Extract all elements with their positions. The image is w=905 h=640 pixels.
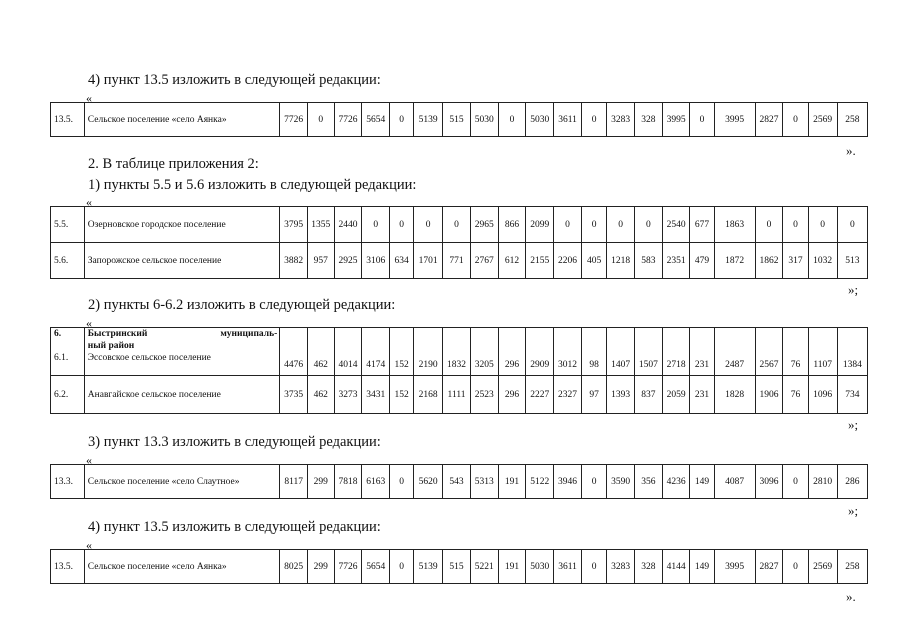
value-cell: 1906 [755, 376, 783, 414]
value-cell: 7726 [334, 103, 362, 137]
value-cell: 8117 [280, 465, 308, 499]
value-cell: 3273 [334, 376, 362, 414]
value-cell: 2487 [714, 328, 755, 376]
value-cell: 1393 [607, 376, 635, 414]
value-cell: 3096 [755, 465, 783, 499]
value-cell: 0 [690, 103, 714, 137]
settlement-name: Запорожское сельское поселение [84, 243, 280, 279]
value-cell: 2168 [414, 376, 443, 414]
open-quote: « [86, 195, 92, 209]
value-cell: 2523 [470, 376, 498, 414]
row-number: 13.5. [51, 103, 85, 137]
value-cell: 0 [390, 550, 414, 584]
instruction-13-5-second: 4) пункт 13.5 изложить в следующей редакции: [88, 519, 381, 535]
value-cell: 5030 [470, 103, 498, 137]
table-row [51, 376, 868, 414]
table-row [51, 243, 868, 279]
value-cell: 3431 [362, 376, 390, 414]
value-cell: 0 [554, 207, 582, 243]
value-cell: 3205 [470, 328, 498, 376]
value-cell: 2099 [526, 207, 554, 243]
district-name: Быстринский [87, 329, 148, 339]
value-cell: 258 [837, 103, 867, 137]
value-cell: 5122 [526, 465, 554, 499]
heading-appendix-2: 2. В таблице приложения 2: [88, 156, 259, 172]
close-quote: ». [846, 589, 856, 604]
value-cell: 4014 [334, 328, 362, 376]
value-cell: 98 [581, 328, 606, 376]
value-cell: 0 [414, 207, 443, 243]
value-cell: 191 [498, 465, 526, 499]
value-cell: 2569 [808, 103, 837, 137]
value-cell: 2327 [554, 376, 582, 414]
table-13-5-second [50, 549, 868, 584]
value-cell: 152 [390, 328, 414, 376]
value-cell: 1872 [714, 243, 755, 279]
value-cell: 0 [581, 207, 606, 243]
value-cell: 612 [498, 243, 526, 279]
row-number: 5.6. [51, 243, 85, 279]
value-cell: 5620 [414, 465, 443, 499]
row-number: 5.5. [51, 207, 85, 243]
value-cell: 2155 [526, 243, 554, 279]
value-cell: 2540 [662, 207, 690, 243]
value-cell: 4236 [662, 465, 690, 499]
value-cell: 3735 [280, 376, 308, 414]
value-cell: 515 [443, 550, 471, 584]
value-cell: 1407 [607, 328, 635, 376]
value-cell: 76 [783, 376, 808, 414]
value-cell: 2351 [662, 243, 690, 279]
value-cell: 0 [783, 465, 808, 499]
value-cell: 2227 [526, 376, 554, 414]
table-5-5-5-6 [50, 206, 868, 279]
value-cell: 0 [390, 207, 414, 243]
value-cell: 1862 [755, 243, 783, 279]
value-cell: 1863 [714, 207, 755, 243]
value-cell: 299 [308, 550, 335, 584]
value-cell: 513 [837, 243, 867, 279]
value-cell: 0 [390, 465, 414, 499]
table-13-3 [50, 464, 868, 499]
table-row [51, 328, 868, 376]
row-number [51, 328, 85, 376]
value-cell: 3611 [554, 103, 582, 137]
value-cell: 3882 [280, 243, 308, 279]
value-cell: 258 [837, 550, 867, 584]
value-cell: 0 [783, 103, 808, 137]
instruction-6-6-2: 2) пункты 6-6.2 изложить в следующей редакции: [88, 297, 396, 313]
value-cell: 462 [308, 376, 335, 414]
value-cell: 3995 [714, 103, 755, 137]
value-cell: 0 [581, 550, 606, 584]
value-cell: 1355 [308, 207, 335, 243]
value-cell: 2440 [334, 207, 362, 243]
value-cell: 3946 [554, 465, 582, 499]
open-quote: « [86, 91, 92, 105]
value-cell: 734 [837, 376, 867, 414]
value-cell: 3995 [714, 550, 755, 584]
value-cell: 1828 [714, 376, 755, 414]
settlement-name: Сельское поселение «село Слаутное» [84, 465, 280, 499]
value-cell: 0 [362, 207, 390, 243]
value-cell: 5654 [362, 550, 390, 584]
open-quote: « [86, 453, 92, 467]
settlement-name [84, 328, 280, 376]
value-cell: 2767 [470, 243, 498, 279]
value-cell: 4087 [714, 465, 755, 499]
value-cell: 231 [690, 328, 714, 376]
value-cell: 1384 [837, 328, 867, 376]
value-cell: 0 [755, 207, 783, 243]
value-cell: 231 [690, 376, 714, 414]
value-cell: 152 [390, 376, 414, 414]
value-cell: 2909 [526, 328, 554, 376]
open-quote: « [86, 538, 92, 552]
district-name-line2: ный район [87, 341, 135, 351]
table-13-5-first [50, 102, 868, 137]
value-cell: 8025 [280, 550, 308, 584]
district-number: 6. [54, 329, 62, 339]
table-row [51, 465, 868, 499]
value-cell: 1218 [607, 243, 635, 279]
value-cell: 5313 [470, 465, 498, 499]
close-quote: ». [846, 143, 856, 158]
value-cell: 771 [443, 243, 471, 279]
open-quote: « [86, 316, 92, 330]
row-number-6-1: 6.1. [54, 353, 69, 363]
value-cell: 149 [690, 550, 714, 584]
value-cell: 2718 [662, 328, 690, 376]
value-cell: 3590 [607, 465, 635, 499]
value-cell: 328 [634, 103, 662, 137]
value-cell: 0 [308, 103, 335, 137]
value-cell: 7726 [334, 550, 362, 584]
value-cell: 2827 [755, 550, 783, 584]
value-cell: 3611 [554, 550, 582, 584]
value-cell: 0 [581, 103, 606, 137]
value-cell: 515 [443, 103, 471, 137]
value-cell: 4174 [362, 328, 390, 376]
value-cell: 1507 [634, 328, 662, 376]
value-cell: 837 [634, 376, 662, 414]
close-quote: »; [848, 417, 859, 432]
row-number: 6.2. [51, 376, 85, 414]
value-cell: 479 [690, 243, 714, 279]
value-cell: 3012 [554, 328, 582, 376]
instruction-13-3: 3) пункт 13.3 изложить в следующей редакции: [88, 434, 381, 450]
row-number: 13.5. [51, 550, 85, 584]
table-6-6-2 [50, 327, 868, 414]
value-cell: 0 [390, 103, 414, 137]
settlement-name: Озерновское городское поселение [84, 207, 280, 243]
value-cell: 3283 [607, 103, 635, 137]
value-cell: 583 [634, 243, 662, 279]
value-cell: 677 [690, 207, 714, 243]
value-cell: 2206 [554, 243, 582, 279]
value-cell: 0 [783, 550, 808, 584]
value-cell: 1832 [443, 328, 471, 376]
value-cell: 0 [837, 207, 867, 243]
value-cell: 2827 [755, 103, 783, 137]
value-cell: 634 [390, 243, 414, 279]
value-cell: 356 [634, 465, 662, 499]
value-cell: 97 [581, 376, 606, 414]
table-row [51, 550, 868, 584]
value-cell: 5221 [470, 550, 498, 584]
instruction-13-5-first: 4) пункт 13.5 изложить в следующей редакции: [88, 72, 381, 88]
settlement-name: Анавгайское сельское поселение [84, 376, 280, 414]
value-cell: 0 [783, 207, 808, 243]
value-cell: 0 [808, 207, 837, 243]
settlement-name-6-1: Эссовское сельское поселение [87, 353, 211, 363]
value-cell: 296 [498, 376, 526, 414]
value-cell: 2810 [808, 465, 837, 499]
value-cell: 296 [498, 328, 526, 376]
value-cell: 2965 [470, 207, 498, 243]
value-cell: 0 [498, 103, 526, 137]
value-cell: 1111 [443, 376, 471, 414]
value-cell: 1107 [808, 328, 837, 376]
value-cell: 149 [690, 465, 714, 499]
value-cell: 543 [443, 465, 471, 499]
value-cell: 76 [783, 328, 808, 376]
value-cell: 866 [498, 207, 526, 243]
settlement-name: Сельское поселение «село Аянка» [84, 550, 280, 584]
value-cell: 0 [607, 207, 635, 243]
value-cell: 3795 [280, 207, 308, 243]
value-cell: 2059 [662, 376, 690, 414]
value-cell: 5139 [414, 103, 443, 137]
close-quote: »; [848, 282, 859, 297]
value-cell: 328 [634, 550, 662, 584]
table-row [51, 207, 868, 243]
value-cell: 2567 [755, 328, 783, 376]
value-cell: 2190 [414, 328, 443, 376]
value-cell: 5030 [526, 103, 554, 137]
value-cell: 7726 [280, 103, 308, 137]
value-cell: 3106 [362, 243, 390, 279]
value-cell: 5139 [414, 550, 443, 584]
value-cell: 4144 [662, 550, 690, 584]
district-name-suffix: муниципаль- [220, 329, 278, 339]
value-cell: 5654 [362, 103, 390, 137]
row-number: 13.3. [51, 465, 85, 499]
value-cell: 4476 [280, 328, 308, 376]
value-cell: 317 [783, 243, 808, 279]
value-cell: 1701 [414, 243, 443, 279]
value-cell: 191 [498, 550, 526, 584]
value-cell: 957 [308, 243, 335, 279]
value-cell: 2569 [808, 550, 837, 584]
value-cell: 2925 [334, 243, 362, 279]
value-cell: 3995 [662, 103, 690, 137]
close-quote: »; [848, 503, 859, 518]
value-cell: 286 [837, 465, 867, 499]
value-cell: 1096 [808, 376, 837, 414]
value-cell: 0 [634, 207, 662, 243]
value-cell: 0 [443, 207, 471, 243]
value-cell: 5030 [526, 550, 554, 584]
value-cell: 405 [581, 243, 606, 279]
settlement-name: Сельское поселение «село Аянка» [84, 103, 280, 137]
value-cell: 3283 [607, 550, 635, 584]
table-row [51, 103, 868, 137]
value-cell: 1032 [808, 243, 837, 279]
value-cell: 462 [308, 328, 335, 376]
value-cell: 0 [581, 465, 606, 499]
value-cell: 6163 [362, 465, 390, 499]
instruction-5-5-5-6: 1) пункты 5.5 и 5.6 изложить в следующей редакции: [88, 177, 417, 193]
value-cell: 7818 [334, 465, 362, 499]
value-cell: 299 [308, 465, 335, 499]
